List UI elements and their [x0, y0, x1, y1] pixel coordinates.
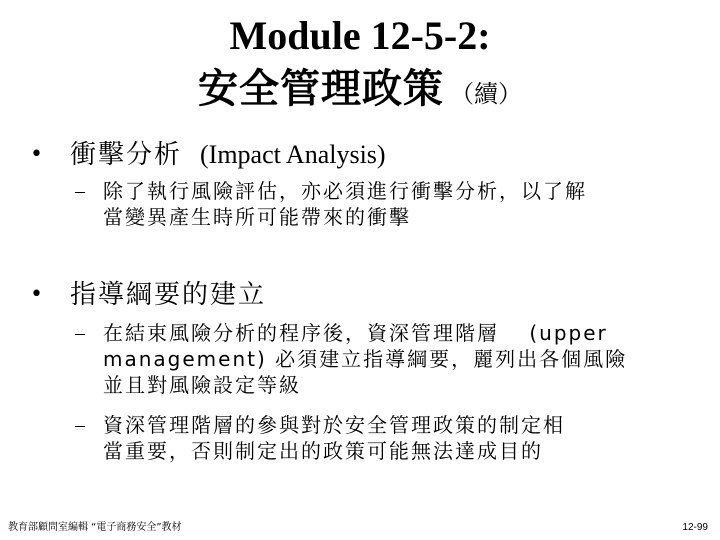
slide-title-main: 安全管理政策 [198, 66, 444, 112]
bullet-marker: • [30, 282, 43, 307]
bullet-text-cjk: 衝擊分析 [70, 140, 183, 170]
bullet-marker: • [30, 142, 43, 167]
slide-title-line1: Module 12-5-2: [229, 13, 491, 58]
dash-marker: – [75, 180, 85, 202]
sub-bullet-text: 在結束風險分析的程序後，資深管理階層 (upper management) 必須建立指導綱要，麗列出各個風險 並且對風險設定等級 [103, 321, 628, 397]
bullet-text: 指導綱要的建立 [70, 280, 267, 310]
sub-bullet-text: 除了執行風險評估，亦必須進行衝擊分析，以了解 當變異產生時所可能帶來的衝擊 [103, 179, 587, 229]
footer-source: 教育部顧問室編輯 “電子商務安全”教材 [8, 522, 182, 533]
sub-bullet-text: 資深管理階層的參與對於安全管理政策的制定相 當重要，否則制定出的政策可能無法達成目的 [103, 413, 565, 463]
bullet-text [70, 138, 386, 172]
page-number: 12-99 [682, 522, 708, 533]
slide-title-continued: （續） [450, 80, 522, 108]
dash-marker: – [75, 322, 85, 344]
bullet-text-latin: (Impact Analysis) [200, 140, 386, 169]
dash-marker: – [75, 414, 85, 436]
slide-title-line2 [0, 64, 720, 123]
